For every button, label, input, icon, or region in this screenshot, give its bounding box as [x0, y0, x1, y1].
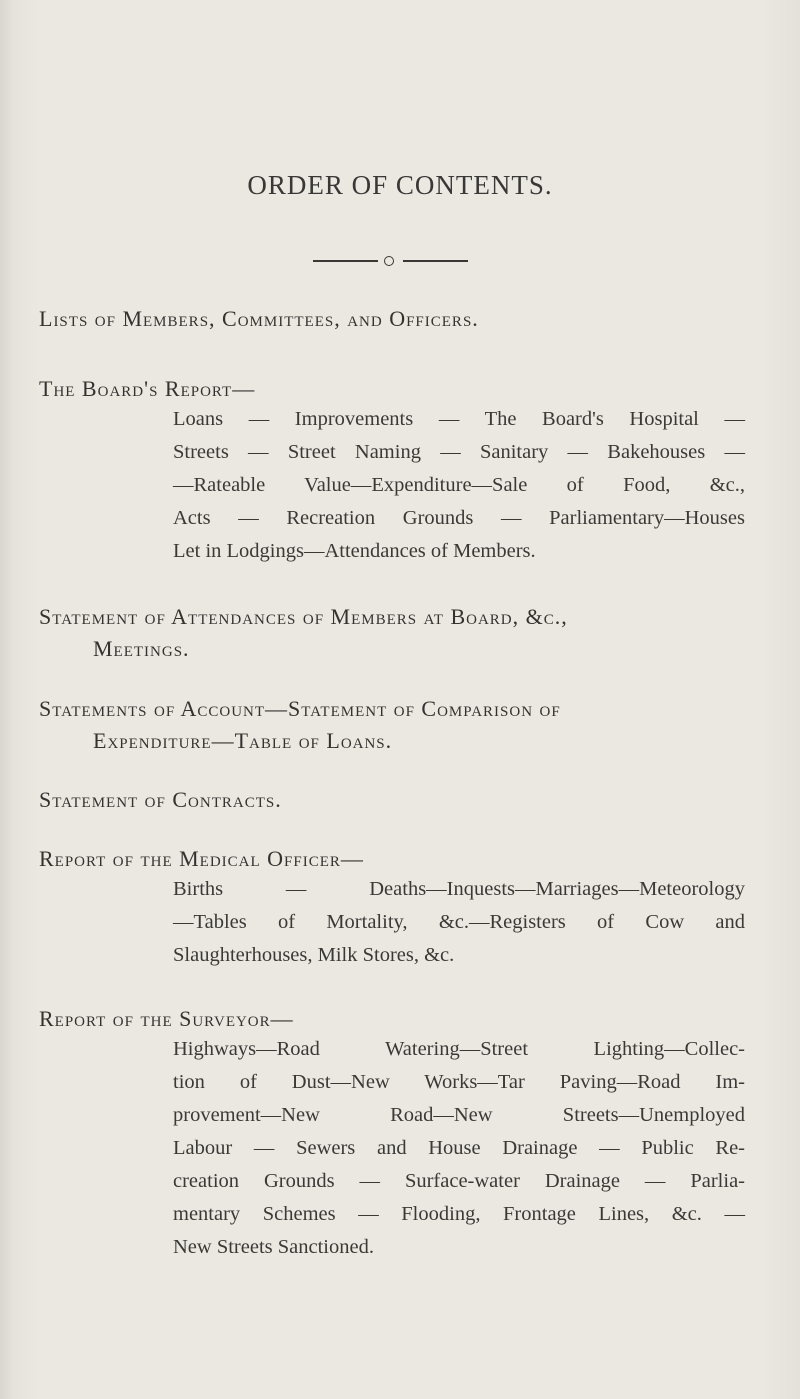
section-heading-attendances: Statement of Attendances of Members at Board, &c.,	[39, 604, 568, 629]
divider-line-right	[403, 260, 468, 262]
boards-report-line: Acts — Recreation Grounds — Parliamentary—Houses	[173, 507, 745, 529]
boards-report-line: —Rateable Value—Expenditure—Sale of Food, &c.,	[173, 474, 745, 496]
section-heading-lists: Lists of Members, Committees, and Officers.	[39, 306, 479, 331]
boards-report-line: Let in Lodgings—Attendances of Members.	[173, 540, 536, 562]
section-heading-surveyor: Report of the Surveyor—	[39, 1006, 294, 1031]
boards-report-line: Loans — Improvements — The Board's Hospital —	[173, 408, 745, 430]
section-heading-medical-officer: Report of the Medical Officer—	[39, 846, 364, 871]
surveyor-report-line: creation Grounds — Surface-water Drainage — Parlia-	[173, 1170, 745, 1192]
surveyor-report-line: New Streets Sanctioned.	[173, 1236, 374, 1258]
section-continuation-attendances: Meetings.	[93, 636, 190, 661]
section-continuation-accounts: Expenditure—Table of Loans.	[93, 728, 393, 753]
page-title: ORDER OF CONTENTS.	[247, 170, 553, 200]
medical-report-line: Slaughterhouses, Milk Stores, &c.	[173, 944, 455, 966]
title-divider	[313, 253, 468, 269]
surveyor-report-line: Labour — Sewers and House Drainage — Public Re-	[173, 1137, 745, 1159]
surveyor-report-line: mentary Schemes — Flooding, Frontage Lines, &c. —	[173, 1203, 745, 1225]
section-heading-contracts: Statement of Contracts.	[39, 787, 282, 812]
surveyor-report-line: tion of Dust—New Works—Tar Paving—Road Im-	[173, 1071, 745, 1093]
medical-report-line: —Tables of Mortality, &c.—Registers of Cow and	[173, 911, 745, 933]
medical-report-line: Births — Deaths—Inquests—Marriages—Meteorology	[173, 878, 745, 900]
section-heading-accounts: Statements of Account—Statement of Comparison of	[39, 696, 561, 721]
section-heading-boards-report: The Board's Report—	[39, 376, 256, 401]
boards-report-line: Streets — Street Naming — Sanitary — Bakehouses —	[173, 441, 745, 463]
surveyor-report-line: Highways—Road Watering—Street Lighting—Collec-	[173, 1038, 745, 1060]
surveyor-report-line: provement—New Road—New Streets—Unemployed	[173, 1104, 745, 1126]
divider-line-left	[313, 260, 378, 262]
divider-circle-icon	[384, 256, 394, 266]
